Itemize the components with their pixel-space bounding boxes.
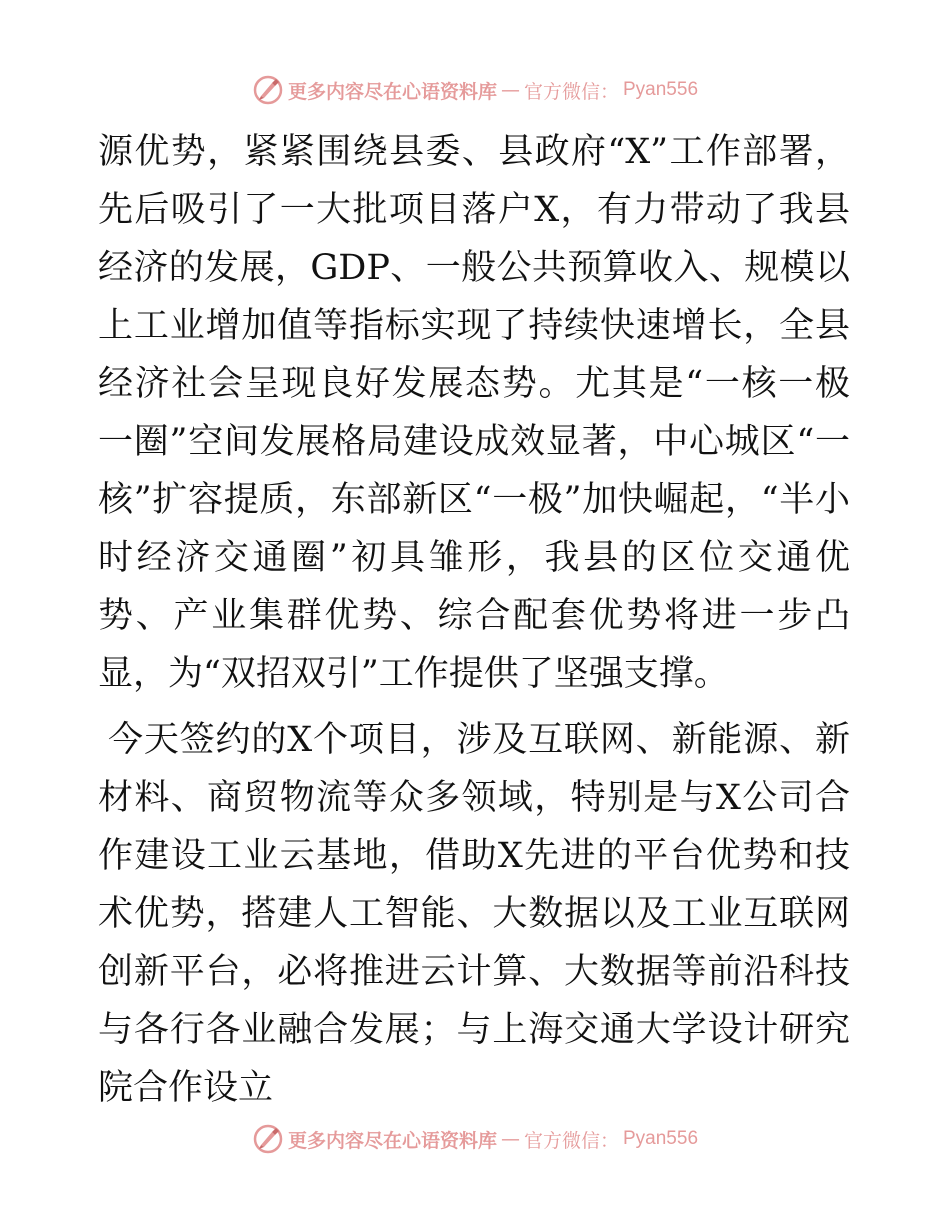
watermark-main-text: 更多内容尽在心语资料库 xyxy=(287,1129,497,1152)
paragraph-1: 源优势，紧紧围绕县委、县政府“X”工作部署，先后吸引了一大批项目落户X，有力带动了我县经济的发展，GDP、一般公共预算收入、规模以上工业增加值等指标实现了持续快速增长，全县经济社会呈现良好发展态势。尤其是“一核一极一圈”空间发展格局建设成效显著，中心城区“一核”扩容提质，东部新区“一极”加快崛起，“半小时经济交通圈”初具雏形，我县的区位交通优势、产业集群优势、综合配套优势将进一步凸显，为“双招双引”工作提供了坚强支撑。 xyxy=(98,132,850,694)
paragraph-2: 今天签约的X个项目，涉及互联网、新能源、新材料、商贸物流等众多领域，特别是与X公司合作建设工业云基地，借助X先进的平台优势和技术优势，搭建人工智能、大数据以及工业互联网创新平台，必将推进云计算、大数据等前沿科技与各行各业融合发展；与上海交通大学设计研究院合作设立 xyxy=(98,720,850,1108)
watermark-dash: — xyxy=(500,79,520,101)
pen-logo-icon xyxy=(252,1123,284,1155)
watermark-footer xyxy=(0,1119,950,1159)
watermark-wechat-id: Pyan556 xyxy=(623,1128,699,1149)
watermark-official-text: 官方微信： xyxy=(523,1129,619,1152)
watermark-official-text: 官方微信： xyxy=(523,80,619,103)
document-body xyxy=(98,123,850,1117)
pen-logo-icon xyxy=(252,74,284,106)
watermark-wechat-id: Pyan556 xyxy=(623,79,699,100)
watermark-main-text: 更多内容尽在心语资料库 xyxy=(287,80,497,103)
watermark-header xyxy=(0,70,950,110)
watermark-dash: — xyxy=(500,1128,520,1150)
